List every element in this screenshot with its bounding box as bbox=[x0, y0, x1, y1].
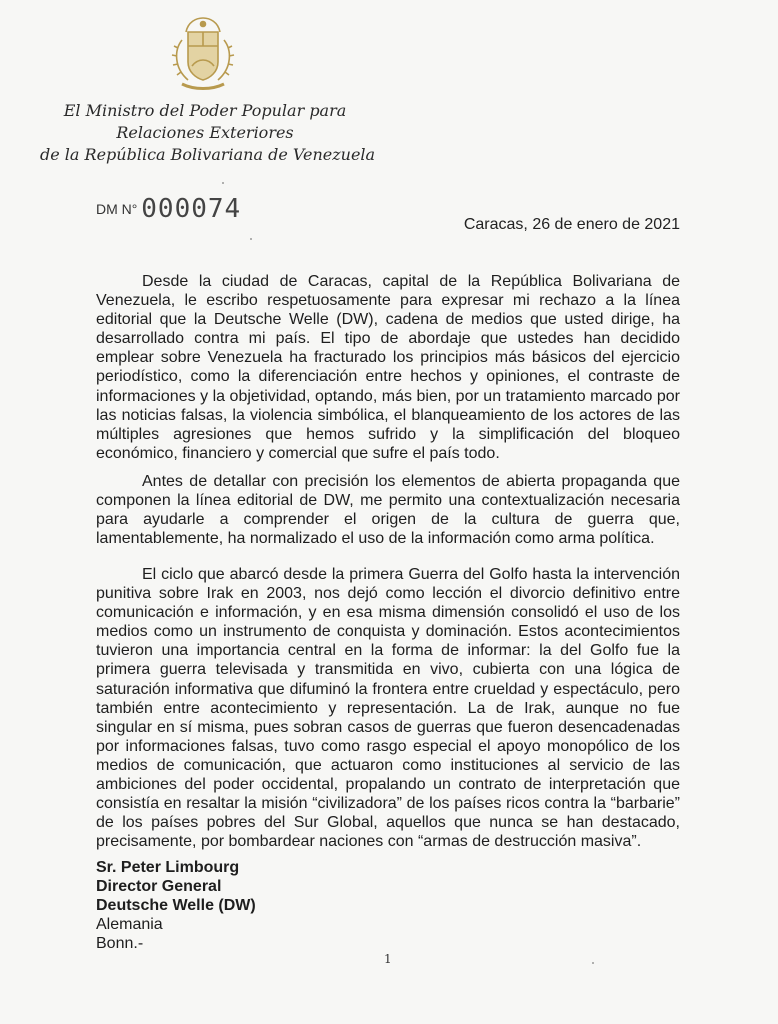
coat-of-arms-seal bbox=[166, 14, 240, 96]
recipient-organization: Deutsche Welle (DW) bbox=[96, 897, 256, 914]
reference-number: 000074 bbox=[141, 194, 242, 224]
letterhead-line-3: de la República Bolivariana de Venezuela bbox=[40, 145, 376, 164]
scan-speck bbox=[222, 182, 224, 184]
recipient-city: Bonn.- bbox=[96, 935, 144, 952]
letterhead bbox=[40, 100, 376, 166]
scan-speck bbox=[592, 962, 594, 964]
letterhead-line-1: El Ministro del Poder Popular para bbox=[63, 101, 347, 120]
scan-speck bbox=[250, 238, 252, 240]
paragraph-text: Antes de detallar con precisión los elementos de abierta propaganda que componen la línea editorial de DW, me permito una contextualización necesaria para ayudarle a comprender el origen de la cultura de guerra que, lamentablemente, ha normalizado el uso de la información como arma política. bbox=[96, 473, 680, 548]
document-reference bbox=[96, 194, 241, 224]
letterhead-line-2: Relaciones Exteriores bbox=[116, 123, 294, 142]
letter-date: Caracas, 26 de enero de 2021 bbox=[463, 216, 680, 233]
paragraph-text: El ciclo que abarcó desde la primera Guerra del Golfo hasta la intervención punitiva sobre Irak en 2003, nos dejó como lección el divorcio definitivo entre comunicación e información, y en esa misma dimensión consolidó el uso de los medios como un instrumento de conquista y dominación. Estos acontecimientos tuvieron una importancia central en la forma de informar: la del Golfo fue la primera guerra televisada y transmitida en vivo, cubierta con una lógica de saturación informativa que difuminó la frontera entre crueldad y espectáculo, pero también entre acontecimiento y representación. La de Irak, aunque no fue singular en sí misma, pues sobran casos de guerras que fueron desencadenadas por informaciones falsas, tuvo como rasgo especial el apoyo monopólico de los medios de comunicación, que actuaron como instituciones al servicio de las ambiciones del poder occidental, propalando un contrato de interpretación que consistía en resaltar la misión “civilizadora” de los países ricos contra la “barbarie” de los países pobres del Sur Global, aquellos que nunca se han destacado, precisamente, por bombardear naciones con “armas de destrucción masiva”. bbox=[96, 566, 680, 851]
page-number: 1 bbox=[384, 952, 392, 966]
recipient-title: Director General bbox=[96, 878, 222, 895]
paragraph-1 bbox=[96, 272, 680, 463]
reference-prefix: DM N° bbox=[96, 201, 138, 217]
paragraph-3 bbox=[96, 565, 680, 851]
recipient-name: Sr. Peter Limbourg bbox=[96, 859, 240, 876]
recipient-country: Alemania bbox=[96, 916, 163, 933]
recipient-block bbox=[96, 858, 256, 953]
paragraph-text: Desde la ciudad de Caracas, capital de la República Bolivariana de Venezuela, le escribo respetuosamente para expresar mi rechazo a la línea editorial que la Deutsche Welle (DW), cadena de medios que usted dirige, ha desarrollado contra mi país. El tipo de abordaje que ustedes han decidido emplear sobre Venezuela ha fracturado los principios más básicos del ejercicio periodístico, como la diferenciación entre hechos y opiniones, el contraste de informaciones y la objetividad, optando, más bien, por un tratamiento marcado por las noticias falsas, la violencia simbólica, el blanqueamiento de los actores de las múltiples agresiones que hemos sufrido y la simplificación del bloqueo económico, financiero y comercial que sufre el país todo. bbox=[96, 273, 680, 462]
paragraph-2 bbox=[96, 472, 680, 548]
